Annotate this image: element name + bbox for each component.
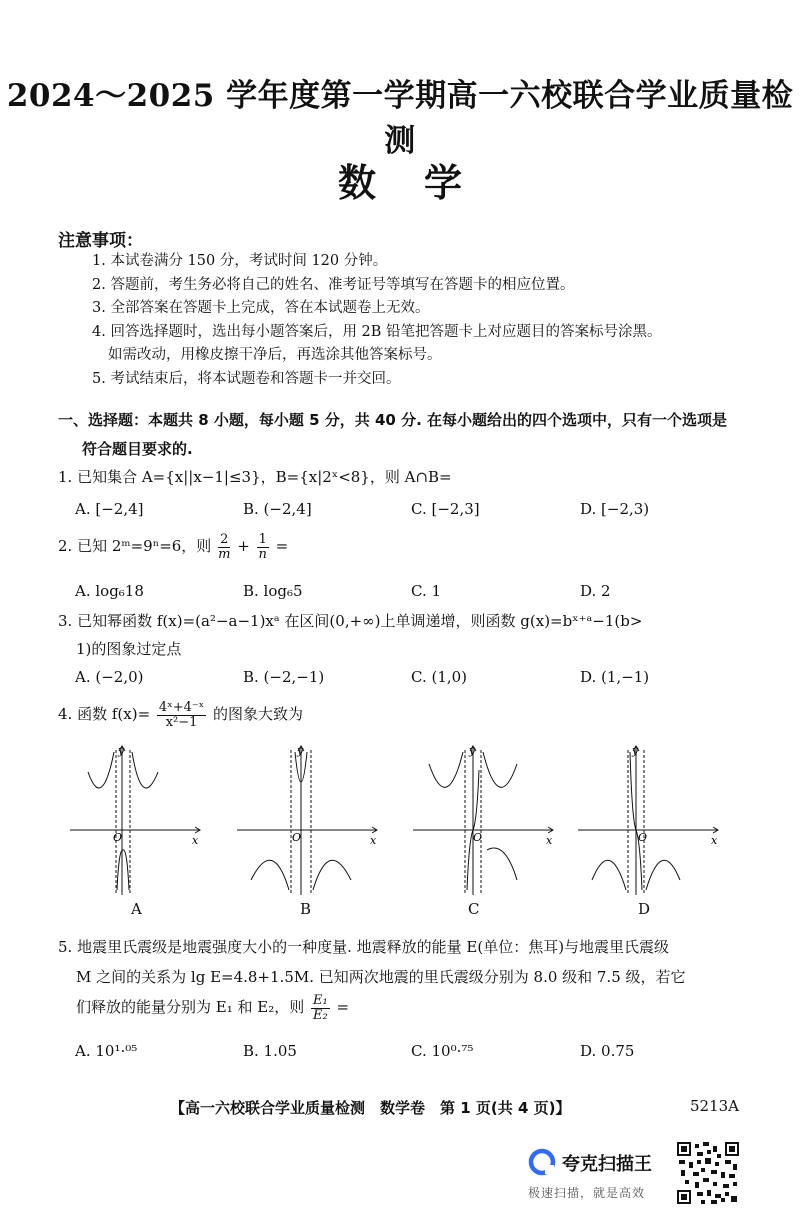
fraction-den: E₂ xyxy=(313,1007,328,1023)
question-5-line xyxy=(58,992,758,1023)
option-c: C. [−2,3] xyxy=(411,500,480,518)
y-axis-label: y xyxy=(469,744,476,757)
question-4-text: 4. 函数 f(x)= xyxy=(58,705,151,723)
notice-item: 如需改动，用橡皮擦干净后，再选涂其他答案标号。 xyxy=(108,347,442,363)
question-3-stem xyxy=(58,607,758,663)
fraction xyxy=(257,533,269,562)
option-d: D. 2 xyxy=(580,582,611,600)
fraction xyxy=(218,533,230,562)
footer-text: 【高一六校联合学业质量检测 数学卷 第 1 页(共 4 页)】 xyxy=(170,1099,571,1117)
notice-item: 2. 答题前，考生务必将自己的姓名、准考证号等填写在答题卡的相应位置。 xyxy=(92,276,575,293)
equals-sign: = xyxy=(275,537,289,555)
equals-sign: = xyxy=(336,998,350,1016)
graph-label-a: A xyxy=(131,900,142,918)
notice-item: 5. 考试结束后，将本试题卷和答题卡一并交回。 xyxy=(92,370,401,387)
question-5-text: 们释放的能量分别为 E₁ 和 E₂，则 xyxy=(76,998,305,1016)
option-c: C. 10⁰·⁷⁵ xyxy=(411,1042,474,1060)
question-3-line: 1)的图象过定点 xyxy=(76,640,182,658)
scanner-logo-icon xyxy=(528,1148,556,1176)
graph-d xyxy=(578,740,728,900)
option-a: A. (−2,0) xyxy=(75,668,144,686)
question-2-stem xyxy=(58,532,758,562)
notice-item: 4. 回答选择题时，选出每小题答案后，用 2B 铅笔把答题卡上对应题目的答案标号涂黑。 xyxy=(92,323,662,340)
graph-c xyxy=(413,740,563,900)
option-b: B. log₆5 xyxy=(243,582,303,600)
option-a: A. [−2,4] xyxy=(75,500,144,518)
origin-label: O xyxy=(638,831,648,844)
option-d: D. 0.75 xyxy=(580,1042,635,1060)
graph-label-b: B xyxy=(300,900,312,918)
origin-label: O xyxy=(473,831,483,844)
origin-label: O xyxy=(113,831,123,844)
option-b: B. (−2,4] xyxy=(243,500,312,518)
x-axis-label: x xyxy=(370,834,377,847)
y-axis-label: y xyxy=(632,744,639,757)
fraction-num: 2 xyxy=(218,533,230,548)
notice-heading: 注意事项： xyxy=(58,231,143,251)
brand-slogan: 极速扫描，就是高效 xyxy=(528,1186,646,1200)
origin-label: O xyxy=(292,831,302,844)
option-d: D. [−2,3) xyxy=(580,500,650,518)
question-3-line: 3. 已知幂函数 f(x)=(a²−a−1)xᵃ 在区间(0,+∞)上单调递增，则函数 g(x)=bˣ⁺ᵃ−1(b> xyxy=(58,612,643,630)
qr-code-icon xyxy=(677,1142,739,1204)
subject-title: 数学 xyxy=(337,160,510,205)
question-5-stem xyxy=(58,932,758,1023)
question-4-text: 的图象大致为 xyxy=(213,705,304,723)
x-axis-label: x xyxy=(546,834,553,847)
exam-title: 2024～2025 学年度第一学期高一六校联合学业质量检测 xyxy=(6,78,794,159)
option-c: C. (1,0) xyxy=(411,668,468,686)
option-d: D. (1,−1) xyxy=(580,668,650,686)
question-2-text: 2. 已知 2ᵐ=9ⁿ=6，则 xyxy=(58,537,212,555)
question-5-line: M 之间的关系为 lg E=4.8+1.5M. 已知两次地震的里氏震级分别为 8.0 级和 7.5 级，若它 xyxy=(76,968,686,986)
fraction-num: 4ˣ+4⁻ˣ xyxy=(158,699,205,715)
x-axis-label: x xyxy=(711,834,718,847)
brand-name: 夸克扫描王 xyxy=(562,1154,652,1175)
fraction xyxy=(157,701,206,730)
y-axis-label: y xyxy=(297,744,304,757)
question-1-stem: 1. 已知集合 A={x||x−1|≤3}，B={x|2ˣ<8}，则 A∩B= xyxy=(58,468,452,486)
graph-label-c: C xyxy=(468,900,480,918)
x-axis-label: x xyxy=(192,834,199,847)
graph-b xyxy=(237,740,387,900)
fraction-den: x²−1 xyxy=(165,714,198,730)
y-axis-label: y xyxy=(118,744,125,757)
notice-list xyxy=(92,250,662,391)
graph-a xyxy=(70,740,210,900)
option-b: B. 1.05 xyxy=(243,1042,297,1060)
fraction-num: E₁ xyxy=(313,992,328,1008)
fraction-den: n xyxy=(258,546,267,562)
question-4-stem xyxy=(58,700,758,730)
option-a: A. 10¹·⁰⁵ xyxy=(75,1042,138,1060)
option-a: A. log₆18 xyxy=(75,582,144,600)
question-5-line: 5. 地震里氏震级是地震强度大小的一种度量. 地震释放的能量 E(单位：焦耳)与地震里氏震级 xyxy=(58,938,670,956)
fraction xyxy=(311,994,330,1023)
notice-item: 1. 本试卷满分 150 分，考试时间 120 分钟。 xyxy=(92,253,388,269)
section-heading xyxy=(58,406,758,464)
fraction-num: 1 xyxy=(258,531,267,547)
notice-item: 3. 全部答案在答题卡上完成，答在本试题卷上无效。 xyxy=(92,300,430,316)
paper-code: 5213A xyxy=(690,1097,740,1115)
section-line: 符合题目要求的. xyxy=(82,440,193,458)
graph-label-d: D xyxy=(638,900,651,918)
option-c: C. 1 xyxy=(411,582,442,600)
section-line: 一、选择题：本题共 8 小题，每小题 5 分，共 40 分. 在每小题给出的四个选项中，只有一个选项是 xyxy=(58,411,728,429)
plus-sign: + xyxy=(237,537,250,555)
option-b: B. (−2,−1) xyxy=(243,668,325,686)
fraction-den: m xyxy=(218,546,231,562)
